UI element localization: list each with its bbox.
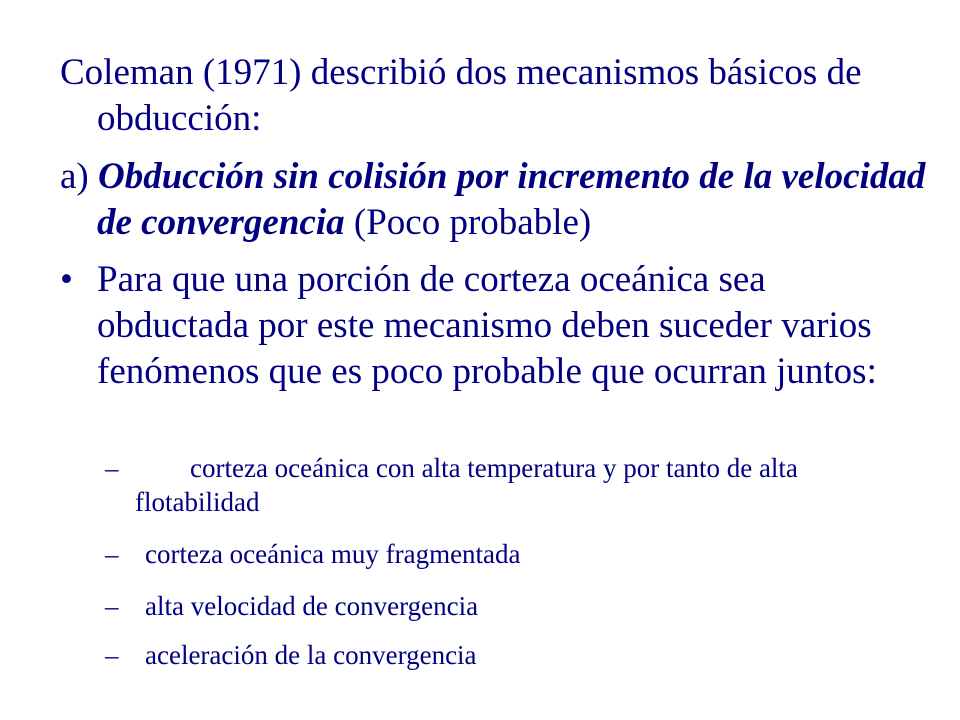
bullet-icon: • [60, 259, 73, 300]
point-a-paragraph [60, 154, 937, 246]
intro-text: Coleman (1971) describió dos mecanismos básicos de obducción: [60, 52, 862, 139]
sub-item-text: corteza oceánica muy fragmentada [145, 539, 521, 569]
dash-icon: – [105, 591, 119, 621]
intro-paragraph [60, 50, 937, 142]
dash-icon: – [105, 640, 119, 670]
sub-item-text: alta velocidad de convergencia [145, 591, 479, 621]
point-a-emphasis: Obducción sin colisión por incremento de la velocidad de convergencia [97, 156, 926, 243]
point-a-suffix: (Poco probable) [344, 202, 592, 243]
dash-icon: – [105, 539, 119, 569]
sub-item-text: corteza oceánica con alta temperatura y por tanto de alta flotabilidad [135, 453, 798, 517]
sub-item-text: aceleración de la convergencia [145, 640, 477, 670]
bullet-text: Para que una porción de corteza oceánica sea obductada por este mecanismo deben suceder varios fenómenos que es poco probable que ocurran juntos: [97, 259, 877, 392]
dash-icon: – [105, 453, 119, 483]
point-a-prefix: a) [60, 156, 98, 197]
